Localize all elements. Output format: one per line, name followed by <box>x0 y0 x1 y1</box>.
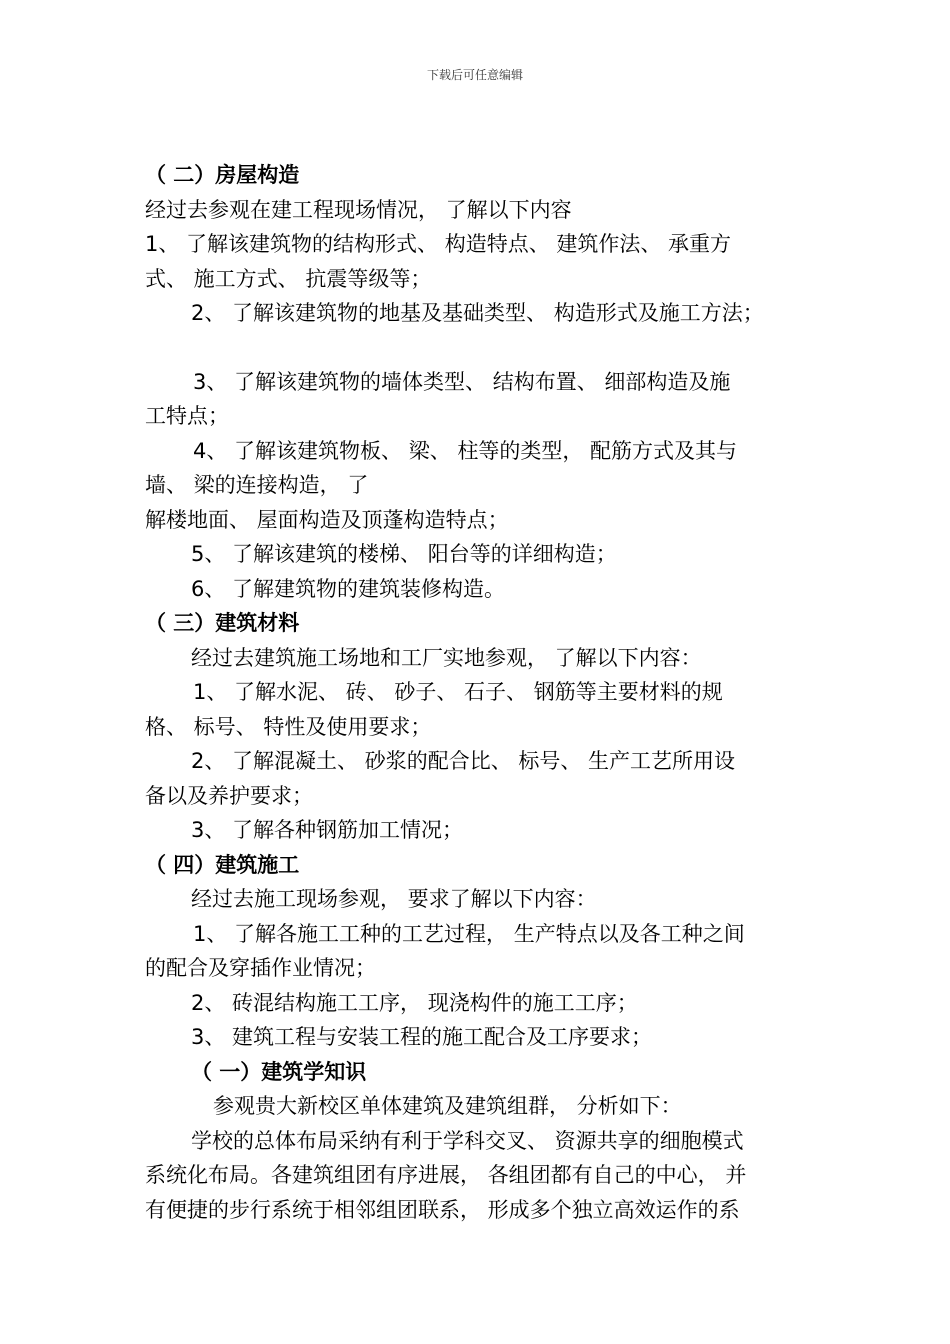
section-heading: （ 一）建筑学知识 <box>191 1059 367 1084</box>
paragraph-line: 经过去建筑施工场地和工厂实地参观， 了解以下内容： <box>191 645 702 670</box>
section-heading: （ 四）建筑施工 <box>145 852 300 877</box>
paragraph-line: 6、 了解建筑物的建筑装修构造。 <box>191 576 506 601</box>
paragraph-line: 1、 了解水泥、 砖、 砂子、 石子、 钢筋等主要材料的规 <box>193 680 723 704</box>
section-heading: （ 三）建筑材料 <box>145 611 300 635</box>
paragraph-line: 2、 了解该建筑物的地基及基础类型、 构造形式及施工方法； <box>191 301 764 325</box>
paragraph-line: 有便捷的步行系统于相邻组团联系， 形成多个独立高效运作的系 <box>145 1197 740 1222</box>
paragraph-line: 1、 了解该建筑物的结构形式、 构造特点、 建筑作法、 承重方 <box>145 232 732 256</box>
paragraph-line: 工特点； <box>145 404 229 428</box>
paragraph-line: 4、 了解该建筑物板、 梁、 柱等的类型， 配筋方式及其与 <box>193 438 738 463</box>
blank-line <box>145 331 815 365</box>
page-header: 下载后可任意编辑 <box>426 68 523 82</box>
paragraph-line: 学校的总体布局采纳有利于学科交叉、 资源共享的细胞模式 <box>191 1128 744 1153</box>
paragraph-line: 式、 施工方式、 抗震等级等； <box>145 266 432 291</box>
paragraph-line: 解楼地面、 屋面构造及顶蓬构造特点； <box>145 507 509 532</box>
paragraph-line: 1、 了解各施工工种的工艺过程， 生产特点以及各工种之间 <box>193 921 745 946</box>
paragraph-line: 2、 砖混结构施工工序， 现浇构件的施工工序； <box>191 990 638 1015</box>
paragraph-line: 3、 了解该建筑物的墙体类型、 结构布置、 细部构造及施 <box>193 369 731 394</box>
section-heading: （ 二）房屋构造 <box>145 163 300 187</box>
paragraph-line: 3、 了解各种钢筋加工情况； <box>191 818 464 842</box>
paragraph-line: 2、 了解混凝土、 砂浆的配合比、 标号、 生产工艺所用设 <box>191 749 736 773</box>
paragraph-line: 的配合及穿插作业情况； <box>145 956 376 980</box>
paragraph-line: 墙、 梁的连接构造， 了 <box>145 473 369 497</box>
paragraph-line: 经过去参观在建工程现场情况， 了解以下内容 <box>145 197 572 222</box>
paragraph-line: 备以及养护要求； <box>145 783 313 808</box>
paragraph-line: 3、 建筑工程与安装工程的施工配合及工序要求； <box>191 1025 653 1049</box>
paragraph-line: 系统化布局。各建筑组团有序进展， 各组团都有自己的中心， 并 <box>145 1163 747 1187</box>
paragraph-line: 格、 标号、 特性及使用要求； <box>145 714 432 739</box>
paragraph-line: 5、 了解该建筑的楼梯、 阳台等的详细构造； <box>191 542 617 566</box>
paragraph-line: 参观贵大新校区单体建筑及建筑组群， 分析如下： <box>213 1094 682 1118</box>
document-body <box>145 158 815 1227</box>
paragraph-line: 经过去施工现场参观， 要求了解以下内容： <box>191 887 597 911</box>
